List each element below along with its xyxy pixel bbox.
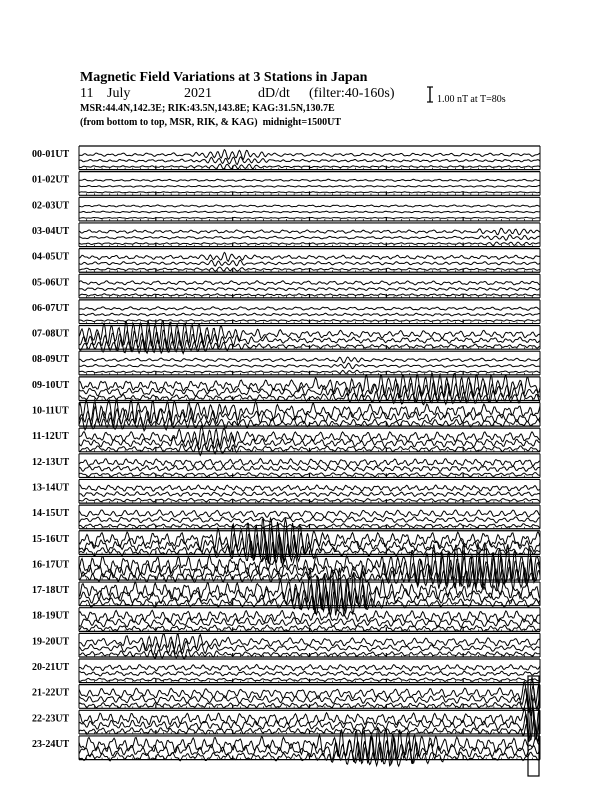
trace-msr: [79, 718, 540, 741]
row-label: 14-15UT: [32, 508, 70, 520]
row-18-19UT: [32, 608, 540, 632]
trace-kag: [79, 307, 540, 311]
row-label: 16-17UT: [32, 559, 70, 571]
row-23-24UT: [32, 727, 540, 766]
row-label: 03-04UT: [32, 225, 70, 237]
trace-rik: [79, 157, 540, 165]
trace-order-note: (from bottom to top, MSR, RIK, & KAG) midnight=1500UT: [80, 117, 342, 128]
trace-kag: [79, 150, 540, 160]
row-07-08UT: [32, 321, 540, 354]
row-08-09UT: [32, 351, 540, 375]
trace-rik: [79, 736, 540, 766]
quantity-label: dD/dt: [258, 86, 290, 101]
trace-rik: [79, 517, 540, 523]
row-10-11UT: [32, 400, 540, 431]
row-label: 07-08UT: [32, 328, 70, 340]
row-01-02UT: [32, 172, 540, 196]
row-label: 05-06UT: [32, 277, 70, 289]
trace-rik: [79, 580, 540, 616]
row-label: 19-20UT: [32, 636, 70, 648]
filter-label: (filter:40-160s): [309, 86, 395, 101]
row-label: 22-23UT: [32, 713, 70, 725]
row-label: 00-01UT: [32, 149, 70, 160]
row-02-03UT: [32, 197, 540, 221]
trace-rik: [79, 235, 540, 241]
row-panels: [32, 146, 540, 766]
trace-kag: [79, 485, 540, 491]
trace-kag: [79, 205, 540, 207]
row-14-15UT: [32, 505, 540, 529]
row-00-01UT: [32, 146, 540, 170]
trace-rik: [79, 186, 540, 188]
date-year: 2021: [184, 86, 212, 101]
trace-rik: [79, 433, 540, 450]
trace-kag: [79, 510, 540, 518]
row-label: 13-14UT: [32, 482, 70, 494]
trace-rik: [79, 211, 540, 213]
row-label: 08-09UT: [32, 354, 70, 366]
row-label: 02-03UT: [32, 200, 70, 212]
trace-kag: [79, 252, 540, 261]
trace-kag: [79, 665, 540, 671]
trace-rik: [79, 260, 540, 266]
trace-rik: [79, 288, 540, 291]
row-09-10UT: [32, 373, 540, 405]
row-label: 01-02UT: [32, 174, 70, 186]
trace-kag: [79, 357, 540, 363]
row-06-07UT: [32, 300, 540, 324]
row-05-06UT: [32, 274, 540, 298]
trace-kag: [79, 400, 540, 422]
trace-kag: [79, 228, 540, 235]
row-label: 21-22UT: [32, 687, 70, 699]
scale-bar-label: 1.00 nT at T=80s: [437, 94, 506, 105]
trace-rik: [79, 641, 540, 655]
row-20-21UT: [32, 659, 540, 683]
row-03-04UT: [32, 223, 540, 247]
row-label: 17-18UT: [32, 585, 70, 597]
trace-rik: [79, 363, 540, 369]
row-label: 11-12UT: [32, 431, 69, 443]
row-label: 09-10UT: [32, 379, 70, 391]
row-label: 18-19UT: [32, 610, 70, 622]
row-label: 23-24UT: [32, 738, 70, 750]
row-label: 04-05UT: [32, 251, 70, 263]
trace-rik: [79, 313, 540, 316]
row-19-20UT: [32, 633, 540, 659]
trace-rik: [79, 671, 540, 676]
row-label: 12-13UT: [32, 456, 70, 468]
row-label: 15-16UT: [32, 533, 70, 545]
date-month: July: [107, 86, 131, 101]
row-12-13UT: [32, 454, 540, 478]
trace-rik: [79, 492, 540, 497]
date-day: 11: [80, 86, 94, 101]
chart-title: Magnetic Field Variations at 3 Stations in Japan: [80, 70, 368, 85]
scale-bar: [427, 87, 433, 102]
row-label: 20-21UT: [32, 662, 70, 673]
station-coordinates: MSR:44.4N,142.3E; RIK:43.5N,143.8E; KAG:31.5N,130.7E: [80, 103, 335, 114]
trace-kag: [79, 281, 540, 285]
trace-kag: [79, 610, 540, 622]
trace-kag: [79, 179, 540, 181]
row-label: 10-11UT: [32, 405, 69, 417]
row-label: 06-07UT: [32, 302, 70, 314]
row-04-05UT: [32, 249, 540, 273]
row-22-23UT: [32, 695, 540, 741]
row-13-14UT: [32, 479, 540, 503]
row-11-12UT: [32, 426, 540, 456]
trace-kag: [79, 459, 540, 467]
trace-rik: [79, 465, 540, 471]
